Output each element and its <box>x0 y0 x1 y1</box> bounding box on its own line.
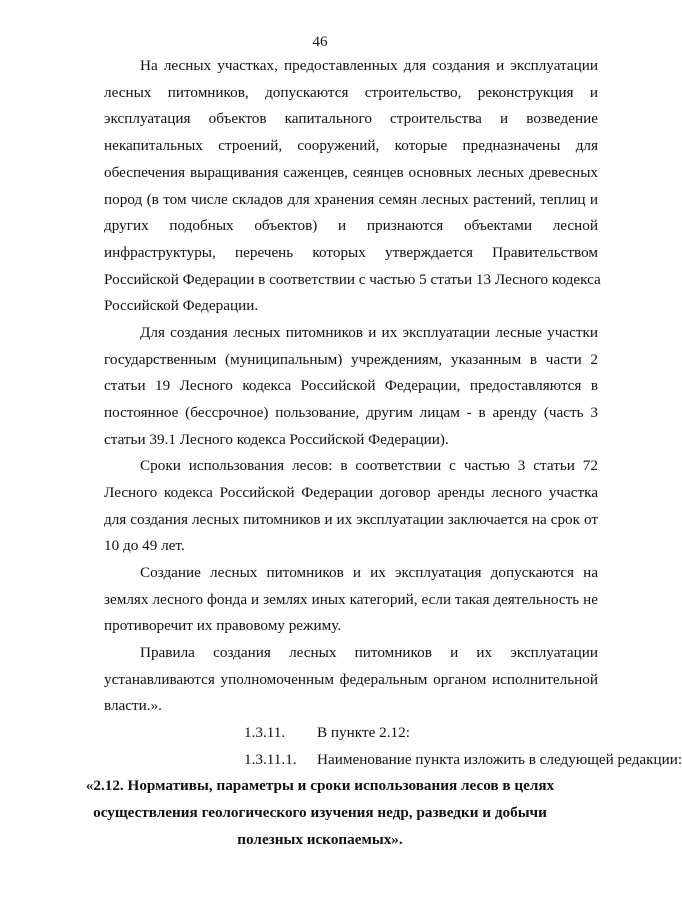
paragraph-5-line-3: власти.». <box>104 697 162 714</box>
paragraph-1-line-5: обеспечения выращивания саженцев, сеянцев основных лесных древесных <box>104 164 598 181</box>
item-text: В пункте 2.12: <box>317 724 410 741</box>
paragraph-1-line-4: некапитальных строений, сооружений, которые предназначены для <box>104 137 598 154</box>
paragraph-1-line-2: лесных питомников, допускаются строительство, реконструкция и <box>104 84 598 101</box>
paragraph-1-line-7: других подобных объектов) и признаются объектами лесной <box>104 217 598 234</box>
paragraph-1-line-9: Российской Федерации в соответствии с частью 5 статьи 13 Лесного кодекса <box>104 271 601 288</box>
paragraph-3-line-1: Сроки использования лесов: в соответствии с частью 3 статьи 72 <box>140 457 598 474</box>
paragraph-3-line-2: Лесного кодекса Российской Федерации договор аренды лесного участка <box>104 484 598 501</box>
heading-line-2: осуществления геологического изучения недр, разведки и добычи <box>93 804 547 821</box>
paragraph-2-line-4: постоянное (бессрочное) пользование, другим лицам - в аренду (часть 3 <box>104 404 598 421</box>
item-number: 1.3.11. <box>244 724 286 741</box>
paragraph-1-line-1: На лесных участках, предоставленных для создания и эксплуатации <box>140 57 598 74</box>
paragraph-2-line-2: государственным (муниципальным) учреждениям, указанным в части 2 <box>104 351 598 368</box>
paragraph-1-line-10: Российской Федерации. <box>104 297 259 314</box>
paragraph-4-line-3: противоречит их правовому режиму. <box>104 617 342 634</box>
paragraph-2-line-5: статьи 39.1 Лесного кодекса Российской Федерации). <box>104 431 449 448</box>
paragraph-5-line-2: устанавливаются уполномоченным федеральным органом исполнительной <box>104 671 598 688</box>
paragraph-3-line-3: для создания лесных питомников и их эксплуатации заключается на срок от <box>104 511 598 528</box>
paragraph-5-line-1: Правила создания лесных питомников и их эксплуатации <box>140 644 598 661</box>
paragraph-1-line-8: инфраструктуры, перечень которых утверждается Правительством <box>104 244 598 261</box>
page-number: 46 <box>312 34 328 50</box>
paragraph-4-line-1: Создание лесных питомников и их эксплуатация допускаются на <box>140 564 598 581</box>
paragraph-1-line-3: эксплуатация объектов капитального строительства и возведение <box>104 110 598 127</box>
paragraph-2-line-3: статьи 19 Лесного кодекса Российской Федерации, предоставляются в <box>104 377 598 394</box>
paragraph-3-line-4: 10 до 49 лет. <box>104 537 185 554</box>
heading-line-3: полезных ископаемых». <box>237 831 403 848</box>
paragraph-1-line-6: пород (в том числе складов для хранения семян лесных растений, теплиц и <box>104 191 598 208</box>
paragraph-2-line-1: Для создания лесных питомников и их эксплуатации лесные участки <box>140 324 598 341</box>
item-number: 1.3.11.1. <box>244 751 297 768</box>
heading-line-1: «2.12. Нормативы, параметры и сроки использования лесов в целях <box>85 777 555 794</box>
paragraph-4-line-2: землях лесного фонда и землях иных категорий, если такая деятельность не <box>104 591 598 608</box>
item-text: Наименование пункта изложить в следующей редакции: <box>317 751 682 768</box>
